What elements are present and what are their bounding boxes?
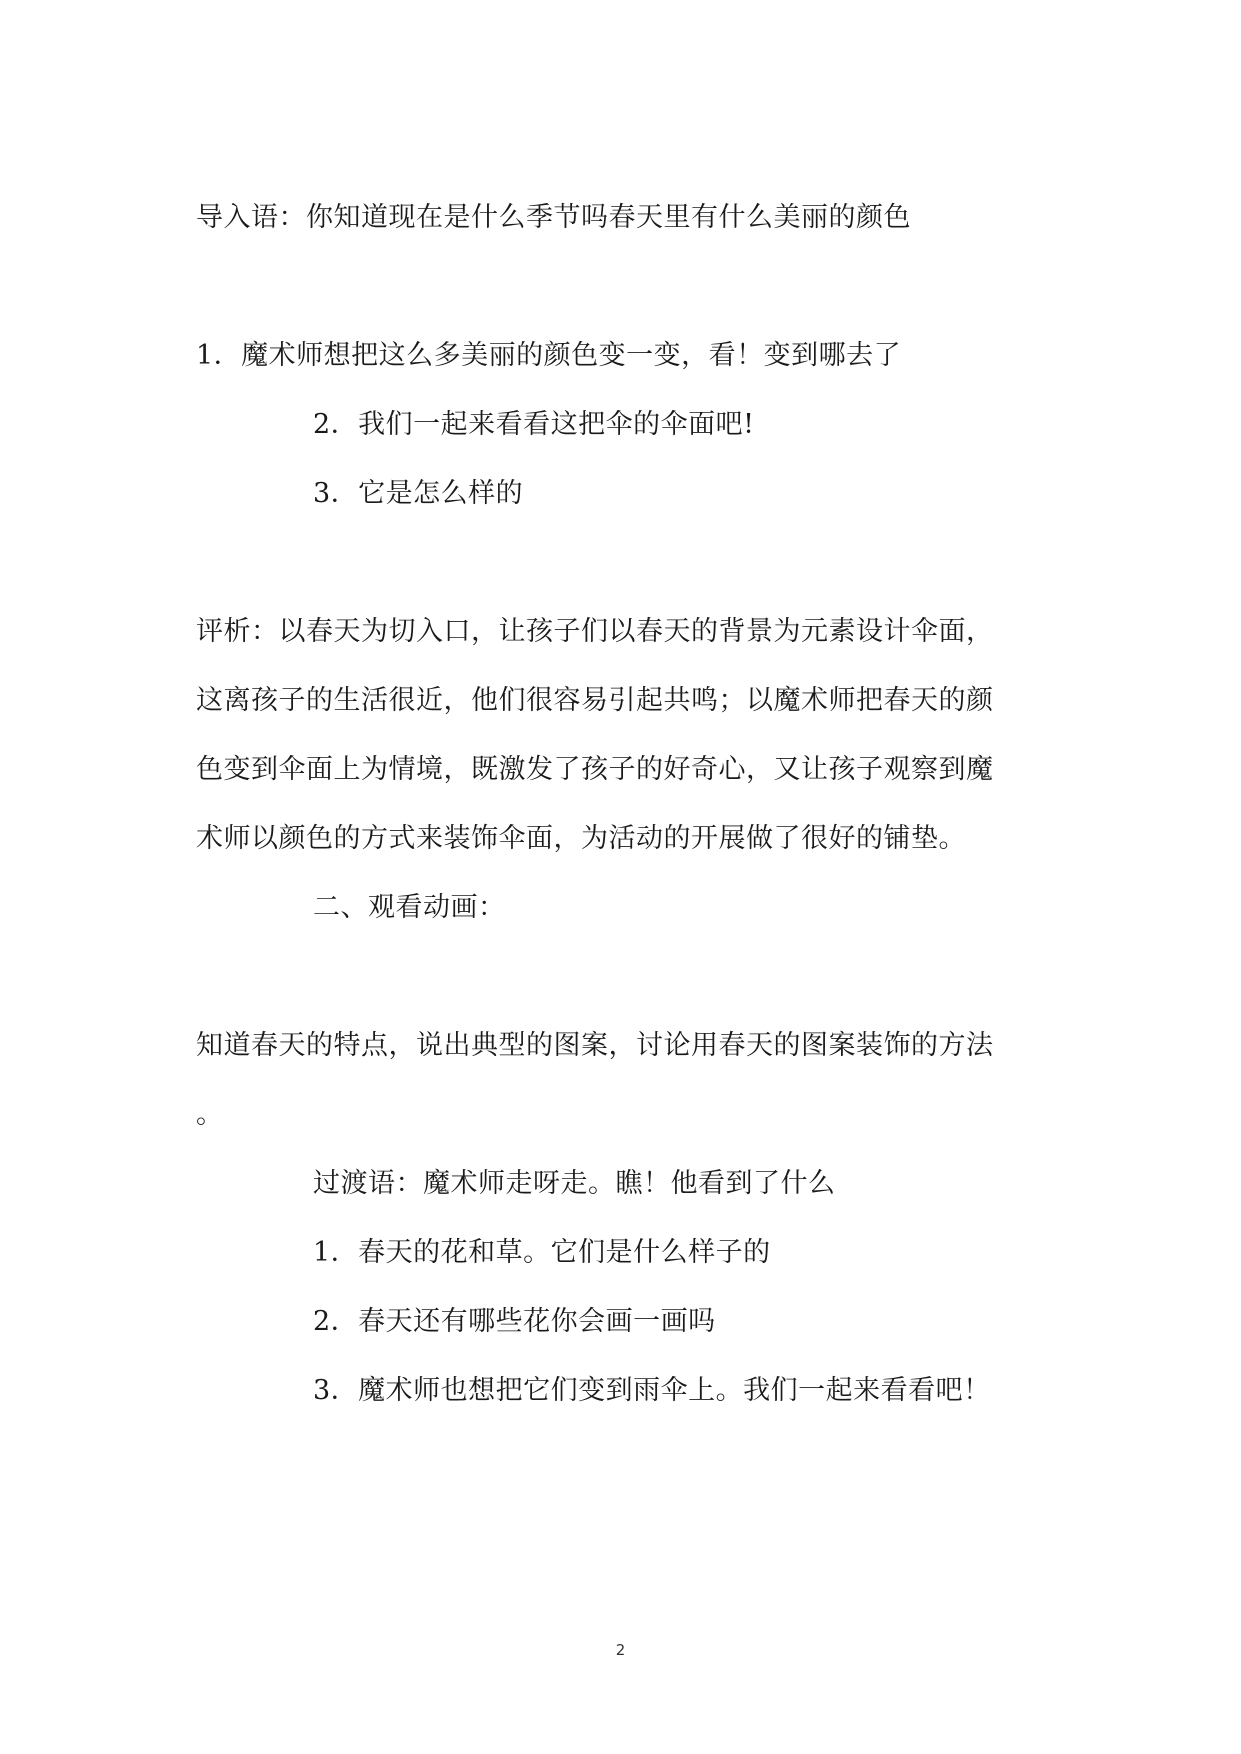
goal-line-1: 知道春天的特点，说出典型的图案，讨论用春天的图案装饰的方法	[196, 1030, 994, 1061]
commentary-line-1: 评析：以春天为切入口，让孩子们以春天的背景为元素设计伞面，	[196, 616, 994, 647]
prompt-2: 2．春天还有哪些花你会画一画吗	[313, 1306, 716, 1337]
goal-line-2: 。	[196, 1099, 224, 1130]
prompt-1: 1．春天的花和草。它们是什么样子的	[313, 1237, 771, 1268]
commentary-line-4: 术师以颜色的方式来装饰伞面，为活动的开展做了很好的铺垫。	[196, 823, 966, 854]
question-3: 3．它是怎么样的	[313, 478, 524, 509]
intro-line: 导入语：你知道现在是什么季节吗春天里有什么美丽的颜色	[196, 202, 911, 233]
commentary-line-2: 这离孩子的生活很近，他们很容易引起共鸣；以魔术师把春天的颜	[196, 685, 994, 716]
question-2: 2．我们一起来看看这把伞的伞面吧!	[313, 409, 755, 440]
page-number: 2	[615, 1641, 626, 1659]
commentary-line-3: 色变到伞面上为情境，既激发了孩子的好奇心，又让孩子观察到魔	[196, 754, 994, 785]
prompt-3: 3．魔术师也想把它们变到雨伞上。我们一起来看看吧！	[313, 1375, 991, 1406]
section-heading: 二、观看动画：	[313, 892, 506, 923]
transition-line: 过渡语：魔术师走呀走。瞧！他看到了什么	[313, 1168, 836, 1199]
question-1: 1．魔术师想把这么多美丽的颜色变一变，看！变到哪去了	[196, 340, 902, 371]
